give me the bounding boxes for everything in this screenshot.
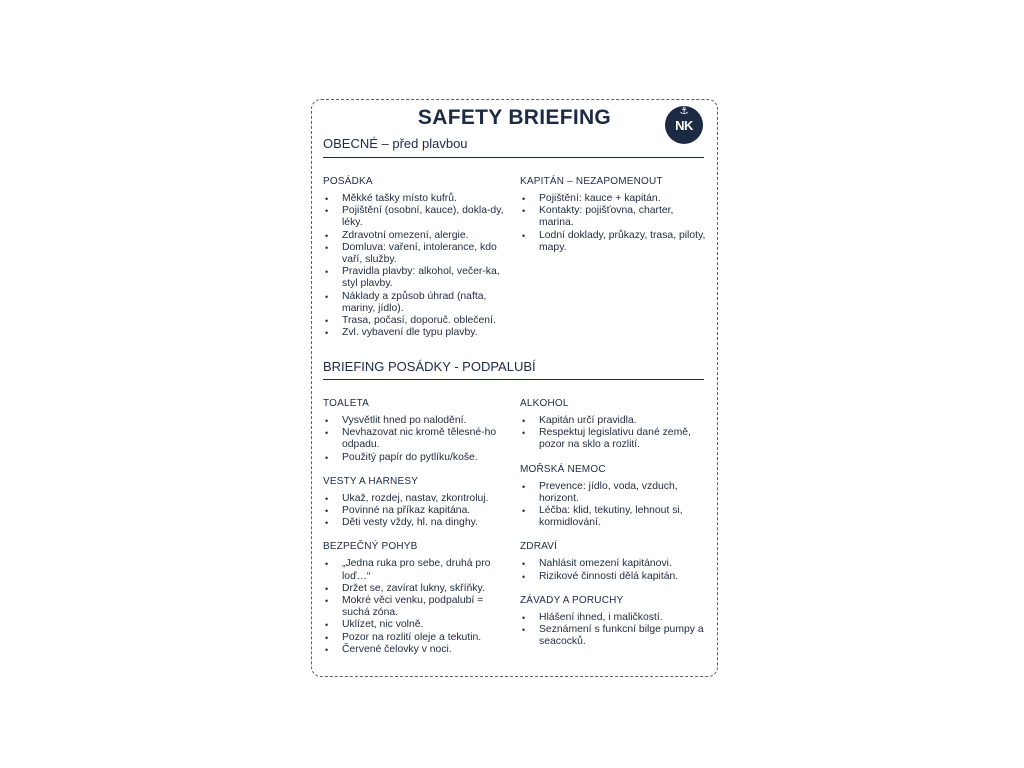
list-item: • Trasa, počasí, doporuč. oblečení. — [323, 315, 513, 327]
list-item: • Použitý papír do pytlíku/koše. — [323, 452, 513, 464]
list-item: • Zvl. vybavení dle typu plavby. — [323, 327, 513, 339]
subheading-crew: POSÁDKA — [323, 176, 373, 187]
crew-column — [323, 176, 513, 351]
below-deck-left-column — [323, 398, 513, 668]
anchor-icon: ⚓ — [679, 106, 689, 117]
list-item: • Respektuj legislativu dané země, pozor na sklo a rozlití. — [520, 427, 710, 451]
subheading-health: ZDRAVÍ — [520, 541, 558, 553]
subheading-alcohol: ALKOHOL — [520, 398, 569, 409]
list-item: • Povinné na příkaz kapitána. — [323, 505, 513, 517]
section-heading-general: OBECNÉ – před plavbou — [323, 136, 468, 151]
subheading-toilet: TOALETA — [323, 398, 370, 409]
captain-list — [520, 193, 710, 254]
list-item: • „Jedna ruka pro sebe, druhá pro loď…“ — [323, 558, 513, 582]
divider — [323, 379, 704, 380]
logo — [665, 106, 703, 144]
list-item: • Náklady a způsob úhrad (nafta, mariny, jídlo). — [323, 291, 513, 315]
list-item: • Mokré věci venku, podpalubí = suchá zóna. — [323, 595, 513, 619]
list-item: • Prevence: jídlo, voda, vzduch, horizont. — [520, 481, 710, 505]
list-item: • Zdravotní omezení, alergie. — [323, 230, 513, 242]
list-item: • Lodní doklady, průkazy, trasa, piloty, mapy. — [520, 230, 710, 254]
list-item: • Pravidla plavby: alkohol, večer-ka, styl plavby. — [323, 266, 513, 290]
alcohol-list — [520, 415, 710, 452]
list-item: • Pojištění: kauce + kapitán. — [520, 193, 710, 205]
subheading-seasickness: MOŘSKÁ NEMOC — [520, 463, 606, 475]
divider — [323, 157, 704, 158]
list-item: • Děti vesty vždy, hl. na dinghy. — [323, 517, 513, 529]
list-item: • Nahlásit omezení kapitánovi. — [520, 558, 710, 570]
list-item: • Kapitán určí pravidla. — [520, 415, 710, 427]
list-item: • Domluva: vaření, intolerance, kdo vaří, služby. — [323, 242, 513, 266]
subheading-safe-movement: BEZPEČNÝ POHYB — [323, 541, 418, 553]
list-item: • Léčba: klid, tekutiny, lehnout si, kormidlování. — [520, 505, 710, 529]
toilet-list — [323, 415, 513, 464]
list-item: • Seznámení s funkcní bilge pumpy a seacocků. — [520, 624, 710, 648]
list-item: • Kontakty: pojišťovna, charter, marina. — [520, 205, 710, 229]
list-item: • Vysvětlit hned po nalodění. — [323, 415, 513, 427]
list-item: • Měkké tašky místo kufrů. — [323, 193, 513, 205]
list-item: • Rizikové činnosti dělá kapitán. — [520, 571, 710, 583]
list-item: • Pojištění (osobní, kauce), dokla-dy, léky. — [323, 205, 513, 229]
safety-card — [311, 99, 718, 677]
subheading-captain: KAPITÁN – NEZAPOMENOUT — [520, 176, 663, 187]
list-item: • Hlášení ihned, i maličkostí. — [520, 612, 710, 624]
health-list — [520, 558, 710, 582]
subheading-faults: ZÁVADY A PORUCHY — [520, 594, 624, 606]
captain-column — [520, 176, 710, 266]
page-title: SAFETY BRIEFING — [417, 106, 612, 129]
list-item: • Držet se, zavírat lukny, skříňky. — [323, 583, 513, 595]
crew-list — [323, 193, 513, 339]
list-item: • Nevhazovat nic kromě tělesné-ho odpadu. — [323, 427, 513, 451]
seasickness-list — [520, 481, 710, 530]
vests-list — [323, 493, 513, 530]
list-item: • Ukaž, rozdej, nastav, zkontroluj. — [323, 493, 513, 505]
list-item: • Pozor na rozlití oleje a tekutin. — [323, 632, 513, 644]
below-deck-right-column — [520, 398, 710, 660]
logo-text: NK — [675, 118, 693, 133]
faults-list — [520, 612, 710, 649]
section-heading-below-deck: BRIEFING POSÁDKY - PODPALUBÍ — [323, 359, 536, 374]
list-item: • Uklízet, nic volně. — [323, 619, 513, 631]
safe-movement-list — [323, 558, 513, 656]
list-item: • Červené čelovky v noci. — [323, 644, 513, 656]
subheading-vests: VESTY A HARNESY — [323, 475, 419, 487]
